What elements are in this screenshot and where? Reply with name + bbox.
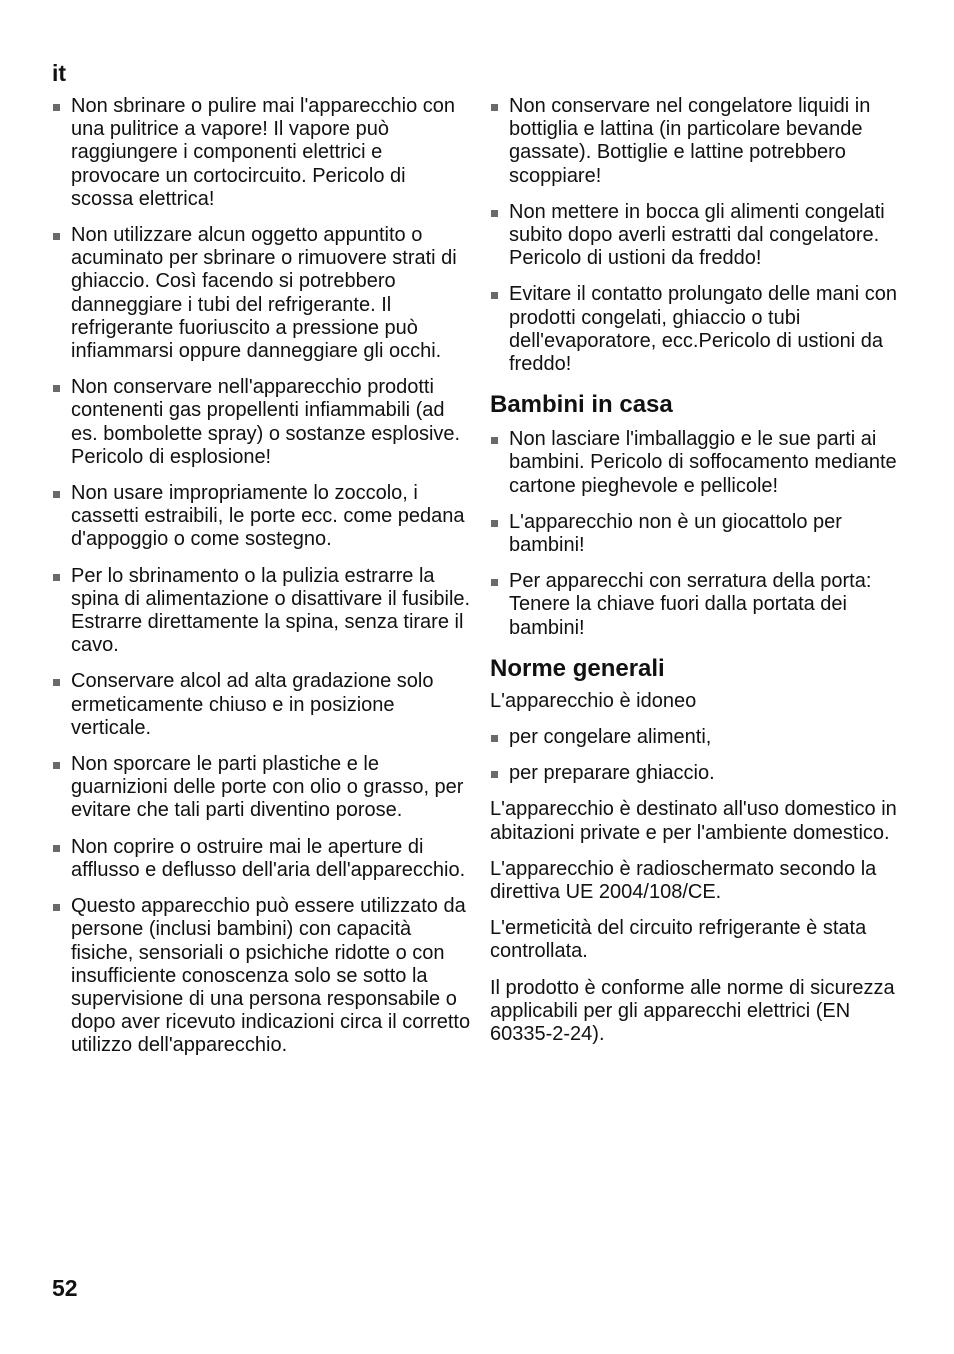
square-bullet-icon	[491, 104, 498, 111]
list-item-text: per preparare ghiaccio.	[509, 762, 715, 785]
list-item	[52, 753, 472, 823]
list-item	[490, 283, 910, 376]
square-bullet-icon	[53, 904, 60, 911]
square-bullet-icon	[491, 292, 498, 299]
language-marker: it	[52, 60, 67, 86]
list-item-text: Non coprire o ostruire mai le aperture di afflusso e deflusso dell'aria dell'apparecchio.	[71, 835, 466, 881]
usage-list	[490, 726, 910, 785]
square-bullet-icon	[53, 233, 60, 240]
square-bullet-icon	[491, 210, 498, 217]
square-bullet-icon	[53, 574, 60, 581]
children-safety-list	[490, 428, 910, 640]
list-item	[52, 95, 472, 211]
list-item-text: Questo apparecchio può essere utilizzato da persone (inclusi bambini) con capacità fisiche, sensoriali o psichiche ridotte o con insufficiente conoscenza solo se sotto la supervisione di una persona responsabile o dopo aver ricevuto indicazioni circa il corretto utilizzo dell'apparecchio.	[71, 895, 471, 1057]
list-item	[490, 201, 910, 271]
left-column	[52, 95, 472, 1071]
square-bullet-icon	[53, 385, 60, 392]
safety-list-right	[490, 95, 910, 376]
list-item	[52, 224, 472, 363]
square-bullet-icon	[491, 771, 498, 778]
list-item-text: Evitare il contatto prolungato delle mani con prodotti congelati, ghiaccio o tubi dell'evaporatore, ecc.Pericolo di ustioni da freddo!	[509, 283, 898, 376]
square-bullet-icon	[491, 579, 498, 586]
square-bullet-icon	[491, 437, 498, 444]
square-bullet-icon	[491, 735, 498, 742]
norme-paragraph: L'ermeticità del circuito refrigerante è stata controllata.	[490, 917, 867, 963]
list-item-text: Non conservare nel congelatore liquidi in bottiglia e lattina (in particolare bevande gassate). Bottiglie e lattine potrebbero scoppiare!	[509, 95, 871, 187]
list-item-text: Non sporcare le parti plastiche e le guarnizioni delle porte con olio o grasso, per evitare che tali parti diventino porose.	[71, 753, 464, 822]
list-item	[490, 762, 910, 785]
list-item	[52, 565, 472, 658]
list-item-text: Non lasciare l'imballaggio e le sue parti ai bambini. Pericolo di soffocamento mediante cartone pieghevole e pellicole!	[509, 428, 897, 497]
list-item-text: Conservare alcol ad alta gradazione solo ermeticamente chiuso e in posizione verticale.	[71, 670, 434, 739]
norme-paragraph: L'apparecchio è destinato all'uso domestico in abitazioni private e per l'ambiente domestico.	[490, 798, 897, 844]
list-item-text: Non usare impropriamente lo zoccolo, i cassetti estraibili, le porte ecc. come pedana d'appoggio o come sostegno.	[71, 482, 465, 551]
square-bullet-icon	[53, 491, 60, 498]
list-item-text: per congelare alimenti,	[509, 726, 712, 749]
list-item	[490, 428, 910, 498]
list-item	[52, 482, 472, 552]
list-item-text: Per lo sbrinamento o la pulizia estrarre la spina di alimentazione o disattivare il fusibile. Estrarre direttamente la spina, senza tirare il cavo.	[71, 564, 471, 657]
list-item-text: Non conservare nell'apparecchio prodotti contenenti gas propellenti infiammabili (ad es. bombolette spray) o sostanze esplosive. Pericolo di esplosione!	[71, 376, 461, 468]
right-column	[490, 95, 910, 1059]
section-heading-norme: Norme generali	[490, 654, 665, 682]
list-item	[52, 376, 472, 469]
list-item-text: L'apparecchio non è un giocattolo per bambini!	[509, 510, 842, 557]
page-number: 52	[52, 1275, 78, 1301]
square-bullet-icon	[53, 762, 60, 769]
list-item	[52, 895, 472, 1057]
list-item	[490, 726, 910, 749]
list-item-text: Non mettere in bocca gli alimenti congelati subito dopo averli estratti dal congelatore. Pericolo di ustioni da freddo!	[509, 200, 885, 270]
list-item-text: Non utilizzare alcun oggetto appuntito o acuminato per sbrinare o rimuovere strati di ghiaccio. Così facendo si potrebbero danneggiare i tubi del refrigerante. Il refrigerante fuoriuscito a pressione può infiammarsi oppure danneggiare gli occhi.	[71, 224, 457, 363]
norme-paragraph: L'apparecchio è radioschermato secondo la direttiva UE 2004/108/CE.	[490, 857, 877, 904]
list-item	[52, 836, 472, 882]
norme-intro: L'apparecchio è idoneo	[490, 689, 697, 712]
list-item	[490, 95, 910, 188]
list-item-text: Non sbrinare o pulire mai l'apparecchio con una pulitrice a vapore! Il vapore può raggiungere i componenti elettrici e provocare un cortocircuito. Pericolo di scossa elettrica!	[71, 95, 456, 210]
square-bullet-icon	[53, 845, 60, 852]
list-item-text: Per apparecchi con serratura della porta: Tenere la chiave fuori dalla portata dei bambini!	[509, 570, 872, 639]
square-bullet-icon	[491, 520, 498, 527]
square-bullet-icon	[53, 679, 60, 686]
square-bullet-icon	[53, 104, 60, 111]
list-item	[52, 670, 472, 740]
section-heading-bambini: Bambini in casa	[490, 391, 673, 419]
safety-list-left	[52, 95, 472, 1058]
norme-paragraph: Il prodotto è conforme alle norme di sicurezza applicabili per gli apparecchi elettrici (EN 60335-2-24).	[490, 976, 895, 1046]
list-item	[490, 570, 910, 640]
list-item	[490, 511, 910, 557]
